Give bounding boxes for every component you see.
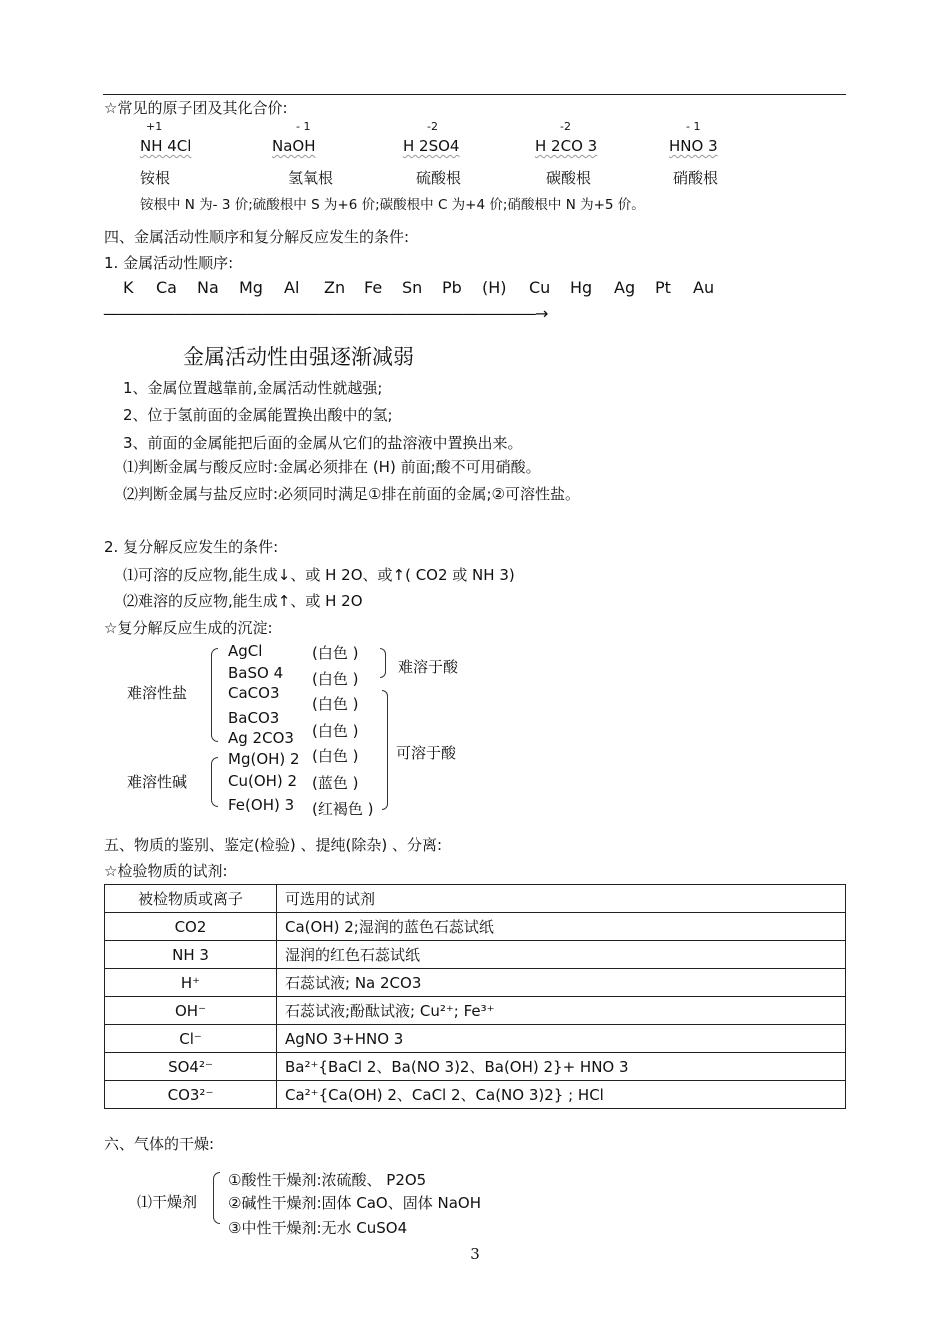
table-cell-ion: NH 3 [105,941,277,969]
metal-Mg: Mg [239,278,263,297]
table-cell-ion: H⁺ [105,969,277,997]
valence-label: - 1 [686,120,701,133]
group-name: 氢氧根 [288,169,334,187]
double-decomp-heading: 2. 复分解反应发生的条件: [104,538,279,556]
reagent-heading: ☆检验物质的试剂: [104,862,228,880]
metal-Au: Au [693,278,715,297]
table-row [105,1081,846,1109]
base-brace [211,757,218,807]
table-cell-ion: SO4²⁻ [105,1053,277,1081]
top-rule [103,94,846,95]
table-cell-ion: Cl⁻ [105,1025,277,1053]
group-name: 硝酸根 [673,169,719,187]
rule-acid: ⑴判断金属与酸反应时:金属必须排在 (H) 前面;酸不可用硝酸。 [123,458,541,476]
salt-brace [211,648,218,742]
table-header-row [105,885,846,913]
table-cell-ion: OH⁻ [105,997,277,1025]
table-row [105,969,846,997]
valence-label: -2 [427,120,438,133]
table-row [105,1025,846,1053]
insoluble-salt-label: 难溶性盐 [127,684,188,702]
precipitate-heading: ☆复分解反应生成的沉淀: [104,619,273,637]
page-number: 3 [470,1245,480,1263]
rule-salt: ⑵判断金属与盐反应时:必须同时满足①排在前面的金属;②可溶性盐。 [123,485,581,503]
precipitate-formula: BaSO 4 [228,664,284,682]
metal-Hg: Hg [570,278,593,297]
acid-soluble-label: 可溶于酸 [396,744,457,762]
precipitate-color: (红褐色 ) [312,800,374,818]
metal-Pb: Pb [442,278,462,297]
precipitate-formula: Fe(OH) 3 [228,796,295,814]
valence-label: -2 [560,120,571,133]
table-row [105,913,846,941]
group-formula: NaOH [272,137,316,155]
precipitate-formula: CaCO3 [228,684,280,702]
metal-Zn: Zn [324,278,346,297]
rule-3: 3、前面的金属能把后面的金属从它们的盐溶液中置换出来。 [123,434,523,452]
precipitate-formula: Ag 2CO3 [228,729,294,747]
activity-arrow: ——————————————————————————————→ [103,304,547,323]
precipitate-formula: AgCl [228,642,263,660]
table-cell-reagent: AgNO 3+HNO 3 [277,1025,846,1053]
table-row [105,997,846,1025]
table-header: 可选用的试剂 [277,885,846,913]
table-cell-ion: CO3²⁻ [105,1081,277,1109]
precipitate-formula: BaCO3 [228,709,280,727]
metal-K: K [123,278,134,297]
table-header: 被检物质或离子 [105,885,277,913]
group-name: 硫酸根 [416,169,462,187]
metal-Na: Na [197,278,219,297]
precipitate-color: (白色 ) [312,722,359,740]
condition-soluble: ⑴可溶的反应物,能生成↓、或 H 2O、或↑( CO2 或 NH 3) [123,566,515,584]
acid-insoluble-brace [380,648,386,678]
groups-heading: ☆常见的原子团及其化合价: [104,99,288,117]
table-row [105,941,846,969]
precipitate-color: (白色 ) [312,695,359,713]
metal-Fe: Fe [364,278,383,297]
desiccant-basic: ②碱性干燥剂:固体 CaO、固体 NaOH [228,1194,482,1212]
metal-H: (H) [482,278,507,297]
precipitate-color: (白色 ) [312,644,359,662]
table-cell-ion: CO2 [105,913,277,941]
desiccant-brace [213,1172,220,1224]
precipitate-color: (白色 ) [312,670,359,688]
table-cell-reagent: 石蕊试液; Na 2CO3 [277,969,846,997]
reagent-table [104,884,846,1109]
acid-soluble-brace [382,690,388,810]
group-name: 碳酸根 [546,169,592,187]
valence-label: +1 [146,120,163,133]
rule-1: 1、金属位置越靠前,金属活动性就越强; [123,379,383,397]
metal-Cu: Cu [529,278,551,297]
group-name: 铵根 [140,169,171,187]
rule-2: 2、位于氢前面的金属能置换出酸中的氢; [123,406,393,424]
section5-heading: 五、物质的鉴别、鉴定(检验) 、提纯(除杂) 、分离: [104,836,443,854]
metal-Pt: Pt [655,278,671,297]
valence-label: - 1 [296,120,311,133]
table-row [105,1053,846,1081]
acid-insoluble-label: 难溶于酸 [398,658,459,676]
desiccant-acidic: ①酸性干燥剂:浓硫酸、 P2O5 [228,1171,427,1189]
section6-heading: 六、气体的干燥: [104,1135,215,1153]
metal-Al: Al [284,278,300,297]
insoluble-base-label: 难溶性碱 [127,773,188,791]
precipitate-color: (蓝色 ) [312,774,359,792]
group-formula: H 2SO4 [403,137,460,155]
activity-series-heading: 1. 金属活动性顺序: [104,254,234,272]
desiccant-neutral: ③中性干燥剂:无水 CuSO4 [228,1219,408,1237]
section4-heading: 四、金属活动性顺序和复分解反应发生的条件: [104,228,410,246]
activity-trend: 金属活动性由强逐渐减弱 [183,345,414,369]
table-cell-reagent: 湿润的红色石蕊试纸 [277,941,846,969]
desiccant-label: ⑴干燥剂 [137,1193,198,1211]
precipitate-color: (白色 ) [312,747,359,765]
condition-insoluble: ⑵难溶的反应物,能生成↑、或 H 2O [123,592,363,610]
precipitate-formula: Cu(OH) 2 [228,772,298,790]
group-formula: H 2CO 3 [535,137,598,155]
table-cell-reagent: Ba²⁺{BaCl 2、Ba(NO 3)2、Ba(OH) 2}+ HNO 3 [277,1053,846,1081]
precipitate-formula: Mg(OH) 2 [228,750,300,768]
metal-Ag: Ag [614,278,636,297]
table-cell-reagent: Ca²⁺{Ca(OH) 2、CaCl 2、Ca(NO 3)2} ; HCl [277,1081,846,1109]
table-cell-reagent: Ca(OH) 2;湿润的蓝色石蕊试纸 [277,913,846,941]
valence-note: 铵根中 N 为- 3 价;硫酸根中 S 为+6 价;碳酸根中 C 为+4 价;硝酸根中 N 为+5 价。 [140,197,645,213]
metal-Ca: Ca [156,278,177,297]
metal-Sn: Sn [402,278,423,297]
group-formula: NH 4Cl [140,137,192,155]
group-formula: HNO 3 [669,137,718,155]
table-cell-reagent: 石蕊试液;酚酞试液; Cu²⁺; Fe³⁺ [277,997,846,1025]
